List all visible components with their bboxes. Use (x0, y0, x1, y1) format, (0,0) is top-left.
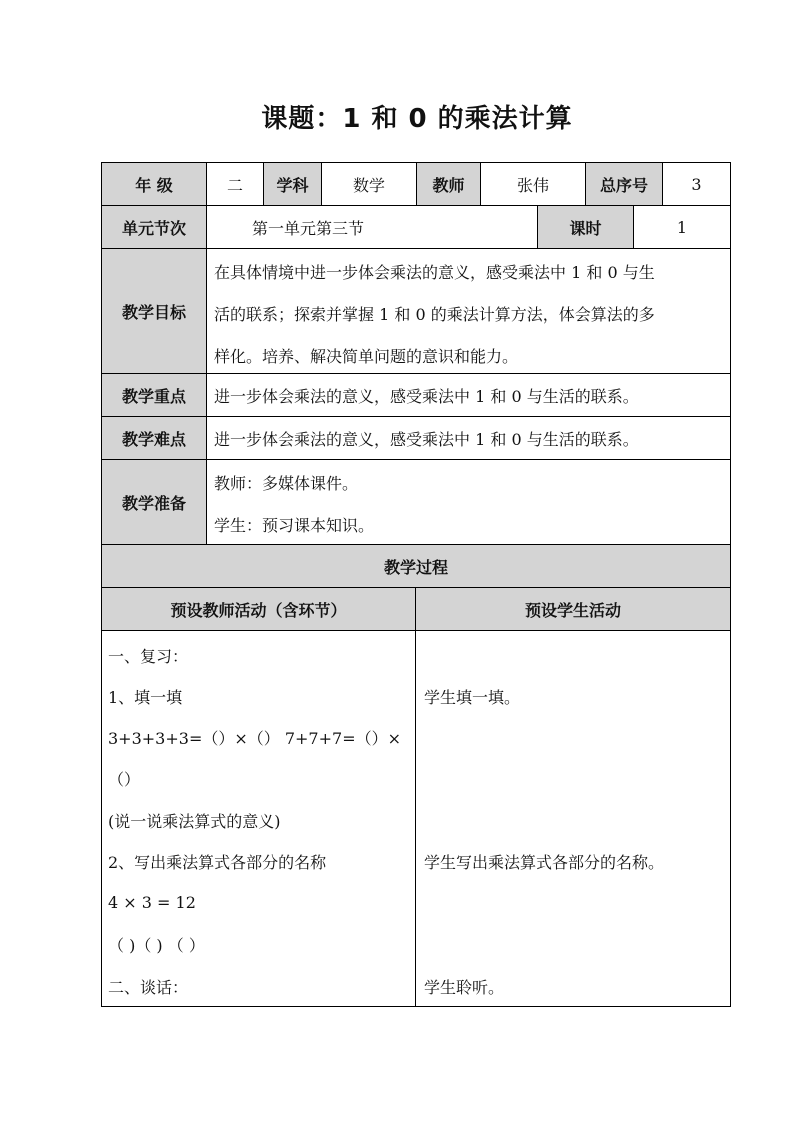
difficulty-label: 教学难点 (101, 416, 207, 460)
teacher-activity-header: 预设教师活动（含环节） (101, 587, 416, 631)
grade-label: 年 级 (101, 162, 207, 206)
preparation-label: 教学准备 (101, 459, 207, 545)
teacher-activity-line: 2、写出乘法算式各部分的名称 (108, 853, 327, 872)
teacher-activity-line: 4 × 3 = 12 (108, 893, 196, 912)
student-activity-header: 预设学生活动 (415, 587, 731, 631)
period-label: 课时 (537, 205, 634, 249)
teacher-activity-line: 二、谈话： (108, 978, 189, 997)
teacher-value: 张伟 (480, 162, 586, 206)
key-point-text: 进一步体会乘法的意义，感受乘法中 1 和 0 与生活的联系。 (206, 373, 731, 417)
student-activity-line: 学生填一填。 (424, 688, 521, 707)
teacher-activity-line: 一、复习： (108, 647, 189, 666)
unit-label: 单元节次 (101, 205, 207, 249)
difficulty-text: 进一步体会乘法的意义，感受乘法中 1 和 0 与生活的联系。 (206, 416, 731, 460)
teacher-label: 教师 (416, 162, 481, 206)
serial-label: 总序号 (585, 162, 663, 206)
student-activity-line: 学生聆听。 (424, 978, 505, 997)
goals-line: 样化。培养、解决简单问题的意识和能力。 (214, 347, 519, 366)
unit-value: 第一单元第三节 (206, 205, 538, 249)
teacher-activity-line: （ )（ ) （ ） (108, 936, 205, 955)
student-activity-line: 学生写出乘法算式各部分的名称。 (424, 853, 665, 872)
grade-value: 二 (206, 162, 264, 206)
goals-line: 在具体情境中进一步体会乘法的意义，感受乘法中 1 和 0 与生 (214, 263, 655, 282)
teacher-activity-line: (说一说乘法算式的意义) (108, 812, 281, 831)
process-header: 教学过程 (101, 544, 731, 588)
subject-label: 学科 (263, 162, 322, 206)
goals-label: 教学目标 (101, 248, 207, 374)
preparation-line: 学生：预习课本知识。 (214, 516, 375, 535)
subject-value: 数学 (321, 162, 417, 206)
period-value: 1 (633, 205, 731, 249)
page-title: 课题：1 和 0 的乘法计算 (261, 104, 573, 134)
teacher-activity-line: 1、填一填 (108, 688, 183, 707)
key-point-label: 教学重点 (101, 373, 207, 417)
goals-line: 活的联系；探索并掌握 1 和 0 的乘法计算方法，体会算法的多 (214, 305, 655, 324)
preparation-line: 教师：多媒体课件。 (214, 474, 359, 493)
teacher-activity-line: （） (108, 770, 141, 789)
teacher-activity-line: 3+3+3+3=（）×（） 7+7+7=（）× (108, 729, 402, 748)
serial-value: 3 (662, 162, 731, 206)
